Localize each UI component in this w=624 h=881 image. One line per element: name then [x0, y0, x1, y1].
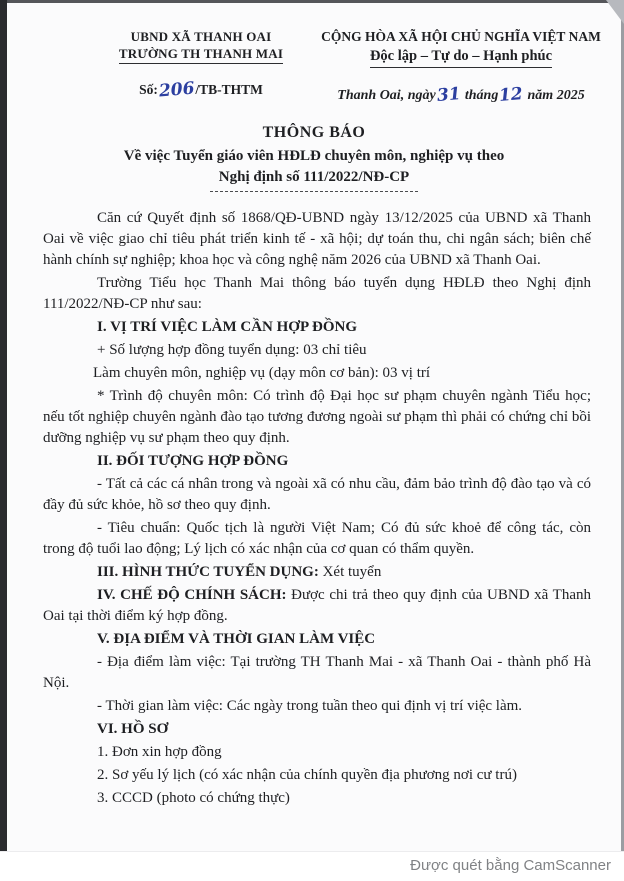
section-3-text: Xét tuyển — [318, 564, 382, 580]
doc-number-suffix: /TB-THTM — [195, 82, 263, 97]
document-page — [7, 3, 621, 855]
doc-number — [87, 78, 315, 102]
issuing-org-block — [7, 28, 315, 104]
national-motto-line2 — [315, 46, 607, 68]
section-5-item-location: - Địa điểm làm việc: Tại trường TH Thanh Mai - xã Thanh Oai - thành phố Hà Nội. — [43, 654, 591, 691]
section-5-item-worktime: - Thời gian làm việc: Các ngày trong tuần theo qui định vị trí việc làm. — [97, 698, 523, 714]
document-title-block — [7, 122, 621, 192]
section-1-item-positions: Làm chuyên môn, nghiệp vụ (dạy môn cơ bản): 03 vị trí — [93, 365, 431, 381]
section-1-item-qualification: * Trình độ chuyên môn: Có trình độ Đại học sư phạm chuyên ngành Tiểu học; nếu tốt nghiệp chuyên ngành đào tạo tương đương ngoài sư phạm thì phải có chứng chỉ bồi dưỡng nghiệp vụ sư phạm theo quy định. — [43, 388, 591, 446]
document-header — [7, 3, 621, 104]
section-1-item-quantity: + Số lượng hợp đồng tuyển dụng: 03 chỉ tiêu — [97, 342, 367, 358]
section-heading-6: VI. HỒ SƠ — [97, 721, 169, 737]
national-header-block — [315, 28, 621, 104]
section-6-item-resume: 2. Sơ yếu lý lịch (có xác nhận của chính quyền địa phương nơi cư trú) — [97, 767, 517, 783]
document-subtitle-line1: Về việc Tuyển giáo viên HĐLĐ chuyên môn, nghiệp vụ theo — [123, 148, 505, 164]
section-heading-3-line — [43, 562, 591, 583]
section-6-item-id: 3. CCCD (photo có chứng thực) — [97, 790, 290, 806]
document-body — [7, 192, 621, 809]
section-heading-1: I. VỊ TRÍ VIỆC LÀM CẦN HỢP ĐỒNG — [97, 319, 358, 335]
camscanner-footer — [0, 851, 624, 881]
handwritten-doc-number: 206 — [158, 78, 196, 102]
section-heading-2: II. ĐỐI TƯỢNG HỢP ĐỒNG — [97, 453, 289, 469]
handwritten-day: 31 — [435, 84, 462, 106]
document-title: THÔNG BÁO — [262, 124, 366, 141]
issuing-org-name — [87, 45, 315, 64]
issuing-org-name-text: TRƯỜNG TH THANH MAI — [119, 45, 283, 64]
section-heading-5: V. ĐỊA ĐIỂM VÀ THỜI GIAN LÀM VIỆC — [97, 631, 376, 647]
section-2-item-standards: - Tiêu chuẩn: Quốc tịch là người Việt Nam; Có đủ sức khoẻ để công tác, còn trong độ tuổi lao động; Lý lịch có xác nhận của cơ quan có thẩm quyền. — [43, 520, 591, 557]
scan-corner-fold — [606, 0, 624, 24]
issuing-org-parent: UBND XÃ THANH OAI — [130, 29, 272, 44]
handwritten-month: 12 — [498, 84, 524, 106]
section-4-text: Được chi trả theo quy định của UBND xã Thanh Oai tại thời điểm ký hợp đồng. — [43, 587, 592, 624]
date-suffix: năm 2025 — [527, 88, 585, 103]
date-mid: tháng — [464, 88, 499, 103]
national-motto-line1: CỘNG HÒA XÃ HỘI CHỦ NGHĨA VIỆT NAM — [321, 29, 601, 44]
section-heading-4-line — [43, 585, 591, 627]
section-2-item-eligibility: - Tất cả các cá nhân trong và ngoài xã có nhu cầu, đảm bảo trình độ đào tạo và có đầy đủ sức khỏe, hồ sơ theo quy định. — [43, 476, 591, 513]
date-prefix: Thanh Oai, ngày — [337, 88, 436, 103]
section-heading-3: III. HÌNH THỨC TUYỂN DỤNG: — [97, 564, 319, 580]
national-motto-line2-text: Độc lập – Tự do – Hạnh phúc — [370, 46, 552, 68]
section-6-item-application: 1. Đơn xin hợp đồng — [97, 744, 222, 760]
document-subtitle-line2: Nghị định số 111/2022/NĐ-CP — [218, 169, 410, 185]
camscanner-footer-text: Được quét bằng CamScanner — [410, 857, 611, 874]
paragraph-basis: Căn cứ Quyết định số 1868/QĐ-UBND ngày 13/12/2025 của UBND xã Thanh Oai về việc giao chỉ tiêu phát triển kinh tế - xã hội; dự toán thu, chi ngân sách; biên chế hành chính sự nghiệp; khoa học và công nghệ năm 2026 của UBND xã Thanh Oai. — [43, 210, 591, 268]
section-heading-4: IV. CHẾ ĐỘ CHÍNH SÁCH: — [97, 587, 287, 603]
paragraph-announcement: Trường Tiểu học Thanh Mai thông báo tuyển dụng HĐLĐ theo Nghị định 111/2022/NĐ-CP như sau: — [43, 275, 591, 312]
scan-edge-left — [0, 0, 7, 858]
doc-number-prefix: Số: — [139, 82, 158, 97]
doc-date-line — [315, 84, 607, 104]
